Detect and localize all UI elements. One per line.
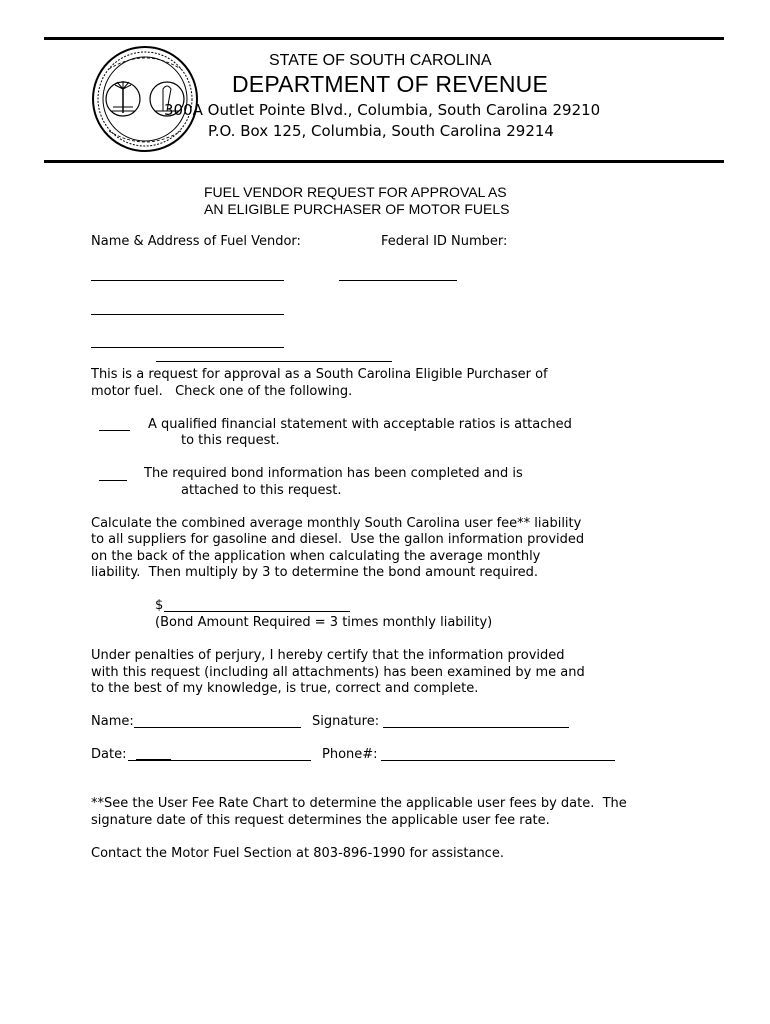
calc-line-3: on the back of the application when calculating the average monthly [91, 549, 541, 564]
option-financial-statement-checkbox[interactable] [99, 430, 130, 431]
option-1-line-2: to this request. [181, 433, 280, 448]
certify-line-1: Under penalties of perjury, I hereby certify that the information provided [91, 648, 565, 663]
intro-line-2: motor fuel. Check one of the following. [91, 384, 353, 399]
vendor-name-field[interactable] [91, 280, 284, 281]
option-2-line-2: attached to this request. [181, 483, 342, 498]
name-address-label: Name & Address of Fuel Vendor: [91, 234, 301, 249]
vendor-address-line-2-field[interactable] [91, 347, 284, 348]
phone-label: Phone#: [322, 747, 378, 762]
bond-dollar-sign: $ [155, 598, 164, 613]
top-rule [44, 37, 724, 40]
footnote-line-1: **See the User Fee Rate Chart to determine the applicable user fees by date. The [91, 796, 627, 811]
certify-line-2: with this request (including all attachments) has been examined by me and [91, 665, 585, 680]
date-field-mark [136, 759, 171, 761]
certify-line-3: to the best of my knowledge, is true, correct and complete. [91, 681, 479, 696]
option-bond-checkbox[interactable] [99, 480, 127, 481]
address-line-2: P.O. Box 125, Columbia, South Carolina 29214 [208, 122, 554, 140]
state-heading: STATE OF SOUTH CAROLINA [269, 52, 492, 69]
federal-id-label: Federal ID Number: [381, 234, 508, 249]
intro-line-1: This is a request for approval as a South Carolina Eligible Purchaser of [91, 367, 548, 382]
header-bottom-rule [44, 160, 724, 163]
calc-line-2: to all suppliers for gasoline and diesel. Use the gallon information provided [91, 532, 585, 547]
date-label: Date: [91, 747, 127, 762]
calc-line-4: liability. Then multiply by 3 to determine the bond amount required. [91, 565, 539, 580]
footnote-line-2: signature date of this request determines the applicable user fee rate. [91, 813, 550, 828]
form-title-line-1: FUEL VENDOR REQUEST FOR APPROVAL AS [204, 184, 507, 200]
contact-line: Contact the Motor Fuel Section at 803-896-1990 for assistance. [91, 846, 504, 861]
phone-field[interactable] [381, 760, 615, 761]
signature-label: Signature: [312, 714, 380, 729]
divider-line [156, 361, 392, 362]
department-heading: DEPARTMENT OF REVENUE [232, 71, 549, 97]
option-2-line-1: The required bond information has been completed and is [144, 466, 523, 481]
signature-field[interactable] [383, 727, 569, 728]
option-1-line-1: A qualified financial statement with acceptable ratios is attached [148, 417, 572, 432]
calc-line-1: Calculate the combined average monthly South Carolina user fee** liability [91, 516, 582, 531]
name-label: Name: [91, 714, 134, 729]
address-line-1: 300A Outlet Pointe Blvd., Columbia, South Carolina 29210 [164, 101, 601, 119]
federal-id-field[interactable] [339, 280, 457, 281]
name-field[interactable] [134, 727, 301, 728]
vendor-address-line-1-field[interactable] [91, 314, 284, 315]
bond-amount-field[interactable] [164, 611, 350, 612]
bond-amount-note: (Bond Amount Required = 3 times monthly liability) [155, 615, 493, 630]
form-title-line-2: AN ELIGIBLE PURCHASER OF MOTOR FUELS [204, 201, 510, 217]
state-seal-icon [91, 45, 199, 153]
